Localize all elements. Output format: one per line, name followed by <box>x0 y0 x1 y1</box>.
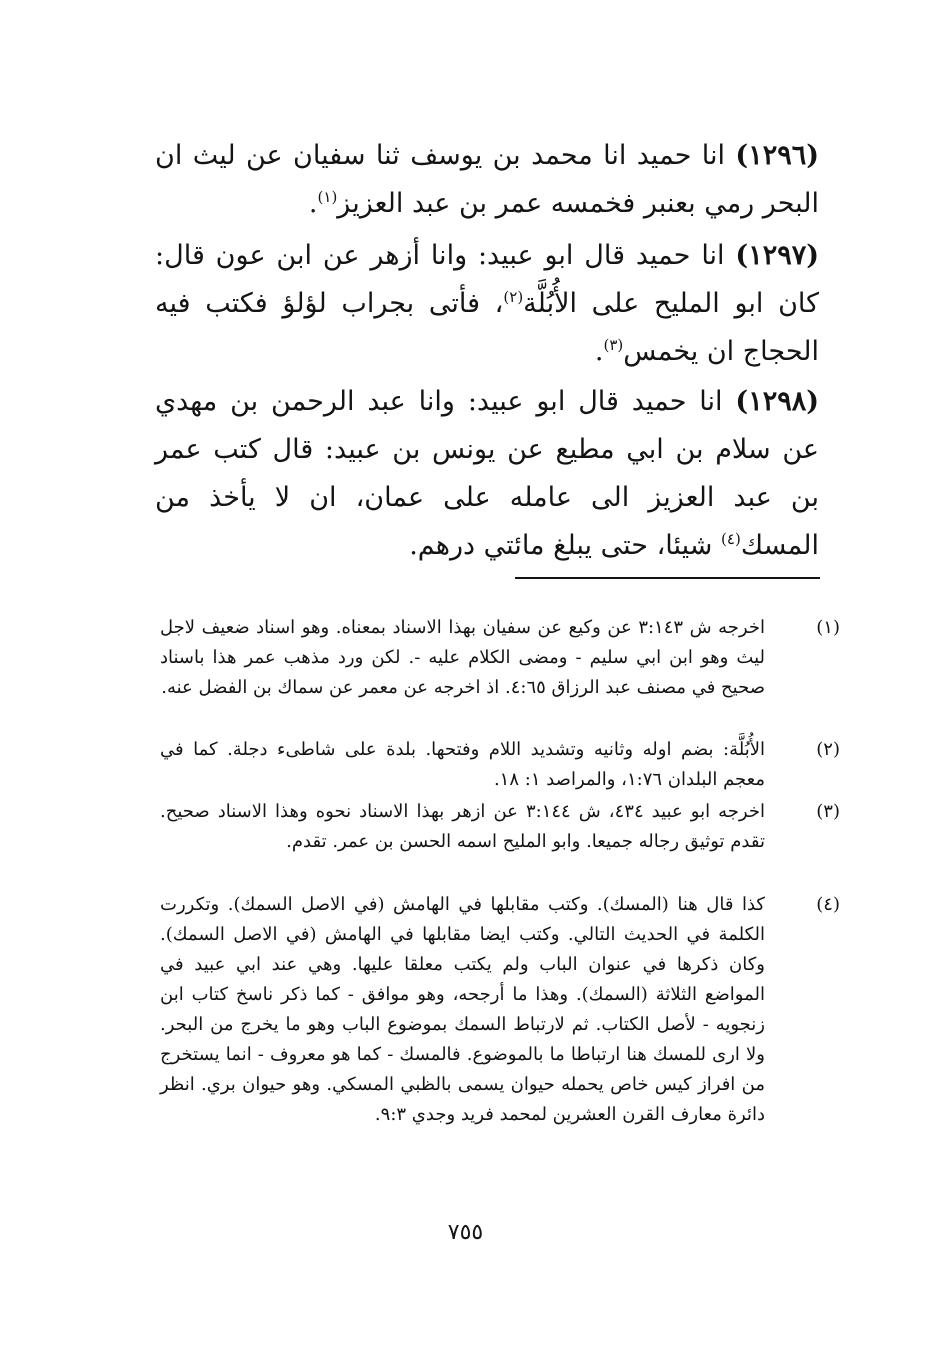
footnote-text: اخرجه ش ٣:١٤٣ عن وكيع عن سفيان بهذا الاسناد بمعناه. وهو اسناد ضعيف لاجل ليث وهو ابن ابي سليم - ومضى الكلام عليه -. لكن ورد مذهب عمر هذا باسناد صحيح في مصنف عبد الرزاق ٤:٦٥. اذ اخرجه عن معمر عن سماك بن الفضل عنه. <box>160 617 765 698</box>
hadith-end: . <box>308 188 318 219</box>
footnote-4 <box>160 890 840 1130</box>
hadith-1297 <box>155 232 819 376</box>
footnote-mark: (٤) <box>816 894 840 915</box>
hadith-text: انا حميد قال ابو عبيد: وانا أزهر عن ابن عون قال: كان ابو المليح على الأُبُلَّة <box>155 240 819 319</box>
footnote-divider <box>515 577 820 579</box>
footnote-mark: (٣) <box>816 801 840 822</box>
footnote-ref: (٣) <box>603 336 624 354</box>
hadith-text: انا حميد انا محمد بن يوسف ثنا سفيان عن ليث ان البحر رمي بعنبر فخمسه عمر بن عبد العزيز <box>155 140 819 219</box>
hadith-1296 <box>155 132 819 228</box>
hadith-text: انا حميد قال ابو عبيد: وانا عبد الرحمن بن مهدي عن سلام بن ابي مطيع عن يونس بن عبيد: قال كتب عمر بن عبد العزيز الى عامله على عمان، ان لا يأخذ من المسك <box>155 386 819 561</box>
hadith-number: (١٢٩٨) <box>735 386 819 417</box>
footnote-mark: (٢) <box>816 739 840 760</box>
hadith-1298 <box>155 378 819 570</box>
footnote-ref: (١) <box>317 188 338 206</box>
footnote-mark: (١) <box>816 617 840 638</box>
hadith-text: شيئا، حتى يبلغ مائتي درهم. <box>409 530 713 561</box>
hadith-number: (١٢٩٦) <box>735 140 819 171</box>
footnote-text: اخرجه ابو عبيد ٤٣٤، ش ٣:١٤٤ عن ازهر بهذا الاسناد نحوه وهذا الاسناد صحيح. تقدم توثيق رجاله جميعا. وابو المليح اسمه الحسن بن عمر. تقدم. <box>160 801 765 852</box>
footnote-3 <box>160 797 840 857</box>
hadith-text: ، فأتى بجراب لؤلؤ فكتب فيه الحجاج ان يخمس <box>155 288 819 367</box>
footnote-2 <box>160 735 840 795</box>
hadith-end: . <box>594 336 604 367</box>
hadith-number: (١٢٩٧) <box>735 240 819 271</box>
footnote-ref: (٢) <box>503 288 524 306</box>
footnote-ref: (٤) <box>721 530 741 548</box>
footnote-text: الأُبُلَّة: بضم اوله وثانيه وتشديد اللام وفتحها. بلدة على شاطىء دجلة. كما في معجم البلدان ١:٧٦، والمراصد ١: ١٨. <box>160 739 765 790</box>
footnote-text: كذا قال هنا (المسك). وكتب مقابلها في الهامش (في الاصل السمك). وتكررت الكلمة في الحديث التالي. وكتب ايضا مقابلها في الهامش (في الاصل السمك). وكان ذكرها في عنوان الباب ولم يكتب معلقا عليها. وهي عند ابي عبيد في المواضع الثلاثة (السمك). وهذا ما أرجحه، وهو موافق - كما ذكر ناسخ كتاب ابن زنجويه - لأصل الكتاب. ثم لارتباط السمك بموضوع الباب وهو ما يخرج من البحر. ولا ارى للمسك هنا ارتباطا ما بالموضوع. فالمسك - كما هو معروف - انما يستخرج من افراز كيس خاص يحمله حيوان يسمى بالظبي المسكي. وهو حيوان بري. انظر دائرة معارف القرن العشرين لمحمد فريد وجدي ٩:٣. <box>160 894 765 1125</box>
page-number: ٧٥٥ <box>447 1220 484 1245</box>
footnote-1 <box>160 613 840 703</box>
